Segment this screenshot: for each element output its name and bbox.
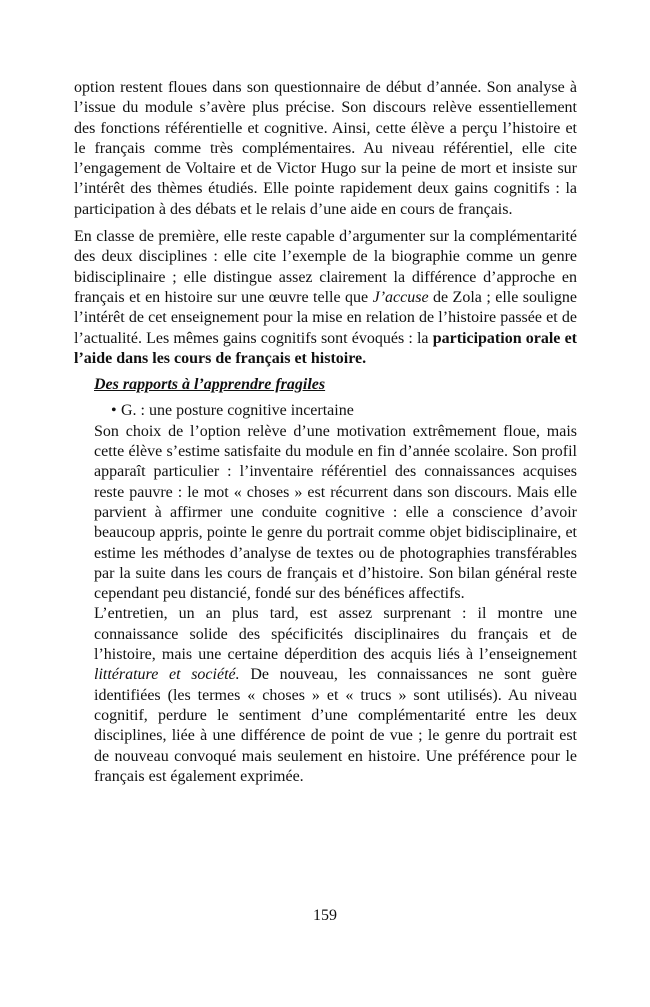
paragraph-4 [94,422,577,605]
paragraph-2-bold-text: participation orale et l’aide dans les cours de français et histoire. [74,329,577,367]
paragraph-2-text-a: En classe de première, elle reste capable d’argumenter sur la complémentarité des deux disciplines : elle cite l’exemple de la biographie comme un genre bidisciplinaire ; elle distingue assez clairement la différence d’approche en français et en histoire sur une œuvre telle que [74,228,577,306]
work-title-jaccuse: J’accuse [372,288,429,306]
bullet-item [111,401,577,421]
paragraph-1-text: option restent floues dans son questionnaire de début d’année. Son analyse à l’issue du module s’avère plus précise. Son discours relève essentiellement des fonctions référentielle et cognitive. Ainsi, cette élève a perçu l’histoire et le français comme très complémentaires. Au niveau référentiel, elle cite l’engagement de Voltaire et de Victor Hugo sur la peine de mort et insiste sur l’intérêt des thèmes étudiés. Elle pointe rapidement deux gains cognitifs : la participation à des débats et le relais d’une aide en cours de français. [74,79,577,218]
paragraph-5-text-a: L’entretien, un an plus tard, est assez surprenant : il montre une connaissance solide des spécificités disciplinaires du français et de l’histoire, mais une certaine déperdition des acquis liés à l’enseignement [94,605,577,664]
bullet-icon: • [111,402,117,420]
bullet-text: G. : une posture cognitive incertaine [121,402,354,420]
text-column [74,78,577,787]
paragraph-2 [74,227,577,369]
paragraph-5 [94,604,577,787]
section-heading: Des rapports à l’apprendre fragiles [94,376,326,394]
student-profile-section [94,422,577,787]
course-name-italic: littérature et société. [94,666,240,684]
paragraph-2-text-b: de Zola ; elle souligne l’intérêt de cet enseignement pour la mise en relation de l’histoire passée et de l’actualité. Les mêmes gains cognitifs sont évoqués : la [74,288,577,347]
paragraph-1 [74,78,577,220]
page-number: 159 [313,907,337,924]
paragraph-5-text-b: De nouveau, les connaissances ne sont guère identifiées (les termes « choses » et « trucs » sont utilisés). Au niveau cognitif, perdure le sentiment d’une complémentarité entre les deux disciplines, liée à une différence de point de vue ; le genre du portrait est de nouveau convoqué mais seulement en histoire. Une préférence pour le français est également exprimée. [94,666,577,785]
paragraph-4-text: Son choix de l’option relève d’une motivation extrêmement floue, mais cette élève s’estime satisfaite du module en fin d’année scolaire. Son profil apparaît particulier : l’inventaire référentiel des connaissances acquises reste pauvre : le mot « choses » est récurrent dans son discours. Mais elle parvient à affirmer une conduite cognitive : elle a conscience d’avoir beaucoup appris, pointe le genre du portrait comme objet bidisciplinaire, et estime les méthodes d’analyse de textes ou de photographies transférables par la suite dans les cours de français et d’histoire. Son bilan général reste cependant peu distancié, fondé sur des bénéfices affectifs. [94,422,577,603]
